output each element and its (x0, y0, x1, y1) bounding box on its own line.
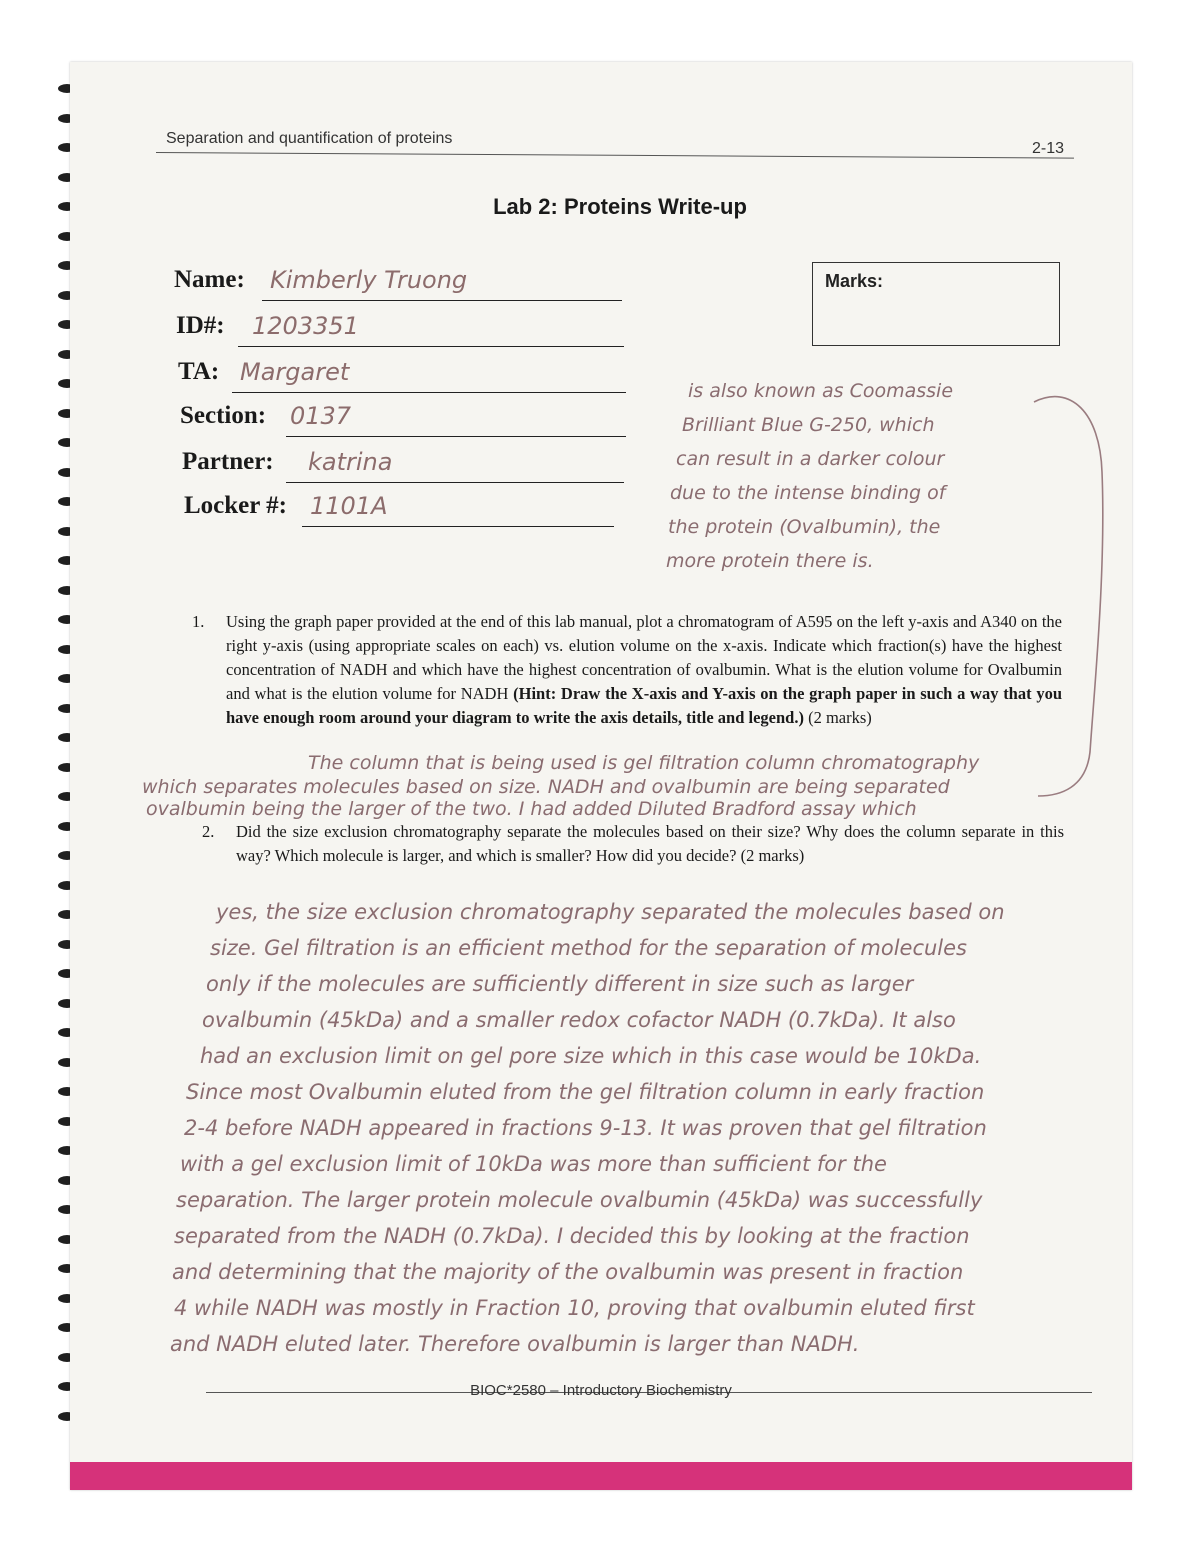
arrow-bracket (1030, 392, 1120, 802)
locker-value: 1101A (310, 492, 388, 520)
question-2-number: 2. (202, 822, 215, 841)
question-1-text: Using the graph paper provided at the end of this lab manual, plot a chromatogram of A595 on the left y-axis and A340 on the right y-axis (using appropriate scales on each) vs. elution volume on the x-axis. Indicate which fraction(s) have the highest concentration of NADH and which have the highest concentration of ovalbumin. What is the elution volume for Ovalbumin and what is the elution volume for NADH (226, 612, 1062, 703)
ta-value: Margaret (240, 358, 350, 386)
answer-2-line: 4 while NADH was mostly in Fraction 10, proving that ovalbumin eluted first (174, 1296, 975, 1320)
answer-1-line: which separates molecules based on size. NADH and ovalbumin are being separated (142, 776, 950, 798)
worksheet-page (70, 62, 1132, 1490)
question-1-number: 1. (192, 612, 205, 631)
answer-2-line: with a gel exclusion limit of 10kDa was more than sufficient for the (180, 1152, 887, 1176)
locker-line (302, 526, 614, 527)
pink-page-edge (70, 1462, 1132, 1490)
answer-2-line: and determining that the majority of the ovalbumin was present in fraction (172, 1260, 964, 1284)
side-note-line: due to the intense binding of (670, 482, 946, 504)
side-note-line: more protein there is. (666, 550, 874, 572)
section-line (286, 436, 626, 437)
partner-value: katrina (308, 448, 393, 476)
question-2-text: Did the size exclusion chromatography separate the molecules based on their size? Why does the column separate in this way? Which molecule is larger, and which is smaller? How did you decide? (2 marks) (236, 822, 1064, 865)
name-value: Kimberly Truong (270, 266, 468, 294)
ta-label: TA: (178, 358, 220, 385)
answer-2-line: had an exclusion limit on gel pore size which in this case would be 10kDa. (200, 1044, 982, 1068)
header-section-title: Separation and quantification of proteins (166, 130, 453, 147)
page-title: Lab 2: Proteins Write-up (493, 194, 747, 219)
question-1 (192, 610, 1063, 730)
answer-2-line: and NADH eluted later. Therefore ovalbumin is larger than NADH. (170, 1332, 860, 1356)
name-label: Name: (174, 266, 245, 293)
question-2 (202, 820, 1064, 868)
question-1-hint: (Hint: Draw the X-axis and Y-axis on the graph paper in such a way that you have enough room around your diagram to write the axis details, title and legend.) (226, 684, 1063, 727)
name-line (262, 300, 622, 301)
answer-2-line: Since most Ovalbumin eluted from the gel filtration column in early fraction (186, 1080, 985, 1104)
header-rule (156, 152, 1074, 159)
marks-label: Marks: (825, 271, 884, 291)
side-note-line: can result in a darker colour (676, 448, 945, 470)
partner-line (286, 482, 624, 483)
locker-label: Locker #: (184, 492, 287, 519)
answer-2-line: yes, the size exclusion chromatography separated the molecules based on (216, 900, 1005, 924)
partner-label: Partner: (182, 448, 274, 475)
section-label: Section: (180, 402, 267, 429)
question-1-marks: (2 marks) (808, 708, 872, 727)
side-note-line: is also known as Coomassie (688, 380, 954, 402)
id-value: 1203351 (252, 312, 359, 340)
answer-1-line: The column that is being used is gel filtration column chromatography (308, 752, 980, 774)
header-page-number: 2-13 (1031, 140, 1064, 157)
answer-2-line: 2-4 before NADH appeared in fractions 9-13. It was proven that gel filtration (184, 1116, 987, 1140)
answer-2-line: separation. The larger protein molecule ovalbumin (45kDa) was successfully (176, 1188, 983, 1212)
id-label: ID#: (176, 312, 225, 339)
answer-1-line: ovalbumin being the larger of the two. I had added Diluted Bradford assay which (146, 798, 917, 820)
section-value: 0137 (290, 402, 352, 430)
answer-2-line: ovalbumin (45kDa) and a smaller redox cofactor NADH (0.7kDa). It also (202, 1008, 956, 1032)
marks-box (812, 262, 1060, 346)
answer-2-line: only if the molecules are sufficiently different in size such as larger (206, 972, 914, 996)
ta-line (232, 392, 626, 393)
answer-2-line: size. Gel filtration is an efficient method for the separation of molecules (210, 936, 967, 960)
footer-text: BIOC*2580 – Introductory Biochemistry (470, 1382, 732, 1399)
answer-2-line: separated from the NADH (0.7kDa). I decided this by looking at the fraction (174, 1224, 970, 1248)
id-line (238, 346, 624, 347)
side-note-line: the protein (Ovalbumin), the (668, 516, 941, 538)
side-note-line: Brilliant Blue G-250, which (682, 414, 935, 436)
